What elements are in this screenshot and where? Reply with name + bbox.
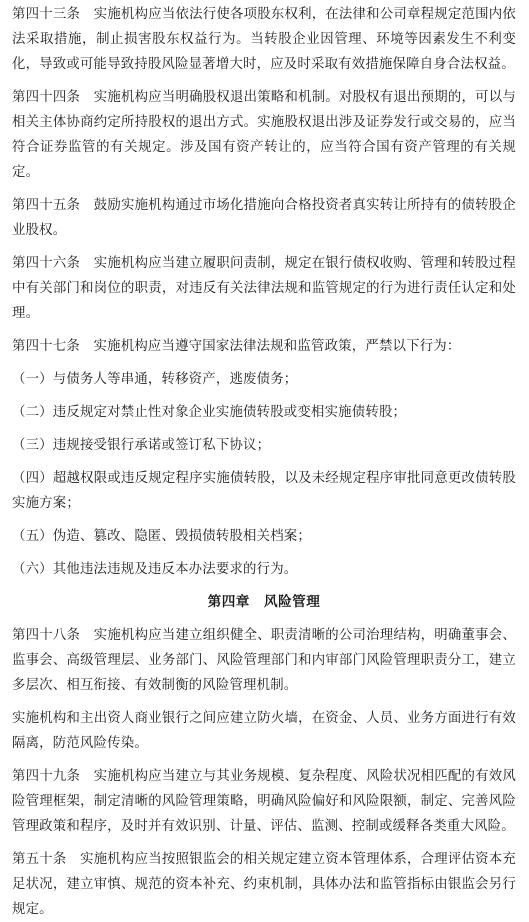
chapter-heading: 第四章 风险管理: [207, 594, 321, 610]
list-item-2: （二）违反规定对禁止性对象企业实施债转股或变相实施债转股；: [12, 405, 407, 420]
article-48: 第四十八条 实施机构应当建立组织健全、职责清晰的公司治理结构，明确董事会、监事会、高级管理层、业务部门、风险管理部门和内审部门风险管理职责分工，建立多层次、相互衔接、有效制衡的风险管理机制。: [12, 628, 516, 693]
list-item-4: （四）超越权限或违反规定程序实施债转股，以及未经规定程序审批同意更改债转股实施方案；: [12, 471, 516, 511]
article-43: 第四十三条 实施机构应当依法行使各项股东权利，在法律和公司章程规定范围内依法采取措施，制止损害股东权益行为。当转股企业因管理、环境等因素发生不利变化，导致或可能导致持股风险显著增大时，应及时采取有效措施保障自身合法权益。: [12, 7, 516, 72]
article-50: 第五十条 实施机构应当按照银监会的相关规定建立资本管理体系，合理评估资本充足状况，建立审慎、规范的资本补充、约束机制，具体办法和监管指标由银监会另行规定。: [12, 852, 516, 917]
article-45: 第四十五条 鼓励实施机构通过市场化措施向合格投资者真实转让所持有的债转股企业股权。: [12, 198, 516, 238]
article-46: 第四十六条 实施机构应当建立履职问责制，规定在银行债权收购、管理和转股过程中有关部门和岗位的职责，对违反有关法律法规和监管规定的行为进行责任认定和处理。: [12, 256, 516, 321]
article-47: 第四十七条 实施机构应当遵守国家法律法规和监管政策，严禁以下行为：: [12, 339, 461, 354]
list-item-6: （六）其他违法违规及违反本办法要求的行为。: [12, 562, 298, 577]
list-item-1: （一）与债务人等串通，转移资产，逃废债务；: [12, 372, 298, 387]
list-item-3: （三）违规接受银行承诺或签订私下协议；: [12, 438, 271, 453]
article-44: 第四十四条 实施机构应当明确股权退出策略和机制。对股权有退出预期的，可以与相关主体协商约定所持股权的退出方式。实施股权退出涉及证券发行或交易的，应当符合证券监管的有关规定。涉及国有资产转让的，应当符合国有资产管理的有关规定。: [12, 90, 516, 180]
list-item-5: （五）伪造、篡改、隐匿、毁损债转股相关档案；: [12, 529, 311, 544]
firewall-paragraph: 实施机构和主出资人商业银行之间应建立防火墙，在资金、人员、业务方面进行有效隔离，防范风险传染。: [12, 711, 516, 751]
article-49: 第四十九条 实施机构应当建立与其业务规模、复杂程度、风险状况相匹配的有效风险管理框架，制定清晰的风险管理策略，明确风险偏好和风险限额，制定、完善风险管理政策和程序，及时并有效识别、计量、评估、监测、控制或缓释各类重大风险。: [12, 769, 516, 834]
